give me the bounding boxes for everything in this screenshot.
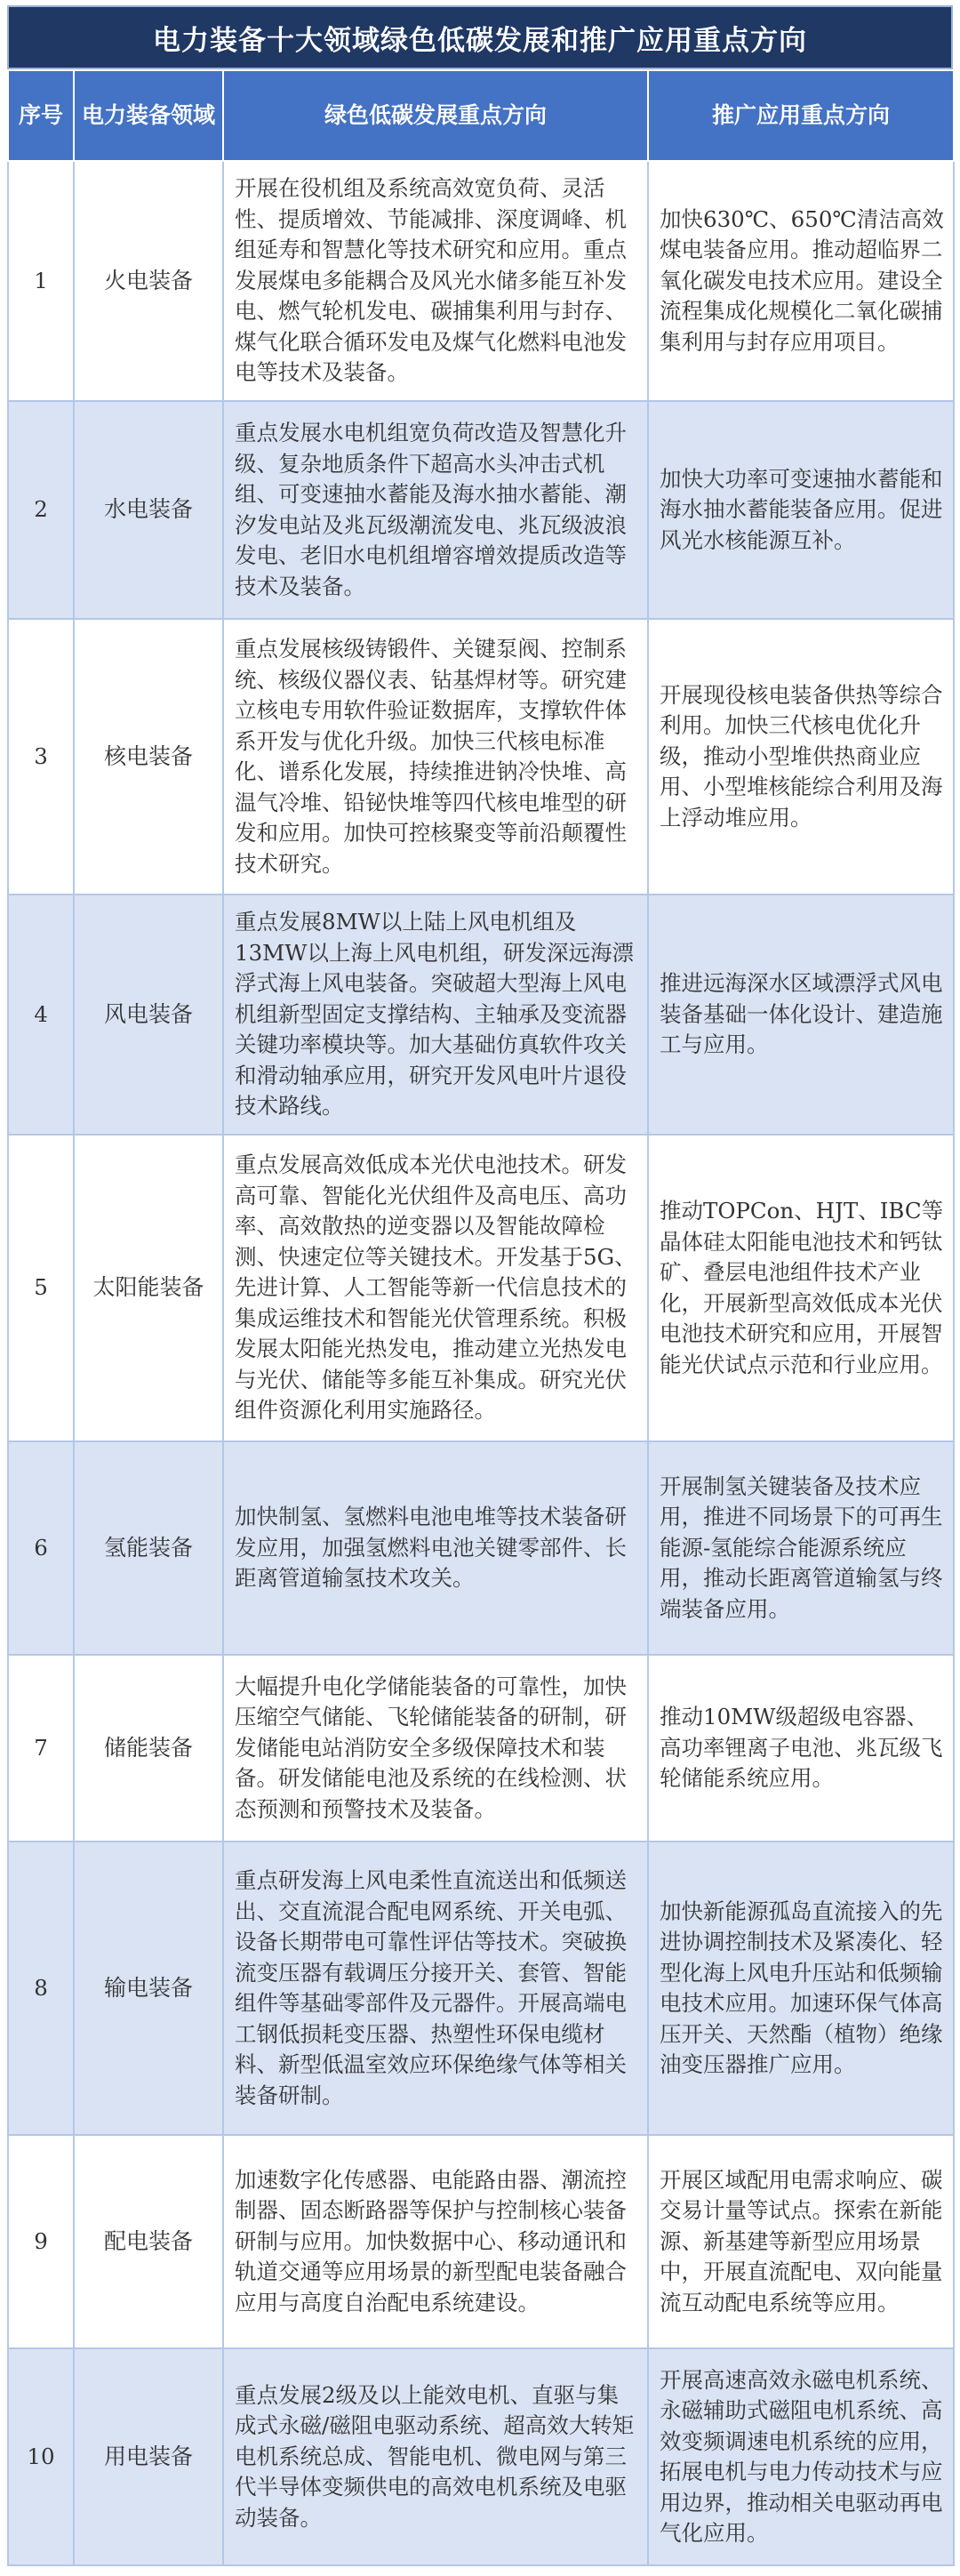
table-row [8,1842,954,2135]
row-green-direction: 重点研发海上风电柔性直流送出和低频送出、交直流混合配电网系统、开关电弧、设备长期带电可靠性评估等技术。突破换流变压器有载调压分接开关、套管、智能组件等基础零部件及元器件。开展高端电工钢低损耗变压器、热塑性环保电缆材料、新型低温室效应环保绝缘气体等相关装备研制。 [223,1842,648,2135]
table-row [8,401,954,619]
header-field: 电力装备领域 [74,70,223,161]
table-row [8,2135,954,2348]
row-promo-direction: 推动TOPCon、HJT、IBC等晶体硅太阳能电池技术和钙钛矿、叠层电池组件技术产业化，开展新型高效低成本光伏电池技术研究和应用，开展智能光伏试点示范和行业应用。 [648,1135,954,1441]
row-field: 储能装备 [74,1655,223,1842]
header-green: 绿色低碳发展重点方向 [223,70,648,161]
row-promo-direction: 开展制氢关键装备及技术应用，推进不同场景下的可再生能源-氢能综合能源系统应用，推动长距离管道输氢与终端装备应用。 [648,1441,954,1655]
table-row [8,619,954,895]
row-field: 配电装备 [74,2135,223,2348]
row-field: 输电装备 [74,1842,223,2135]
table-row [8,1655,954,1842]
table-row [8,161,954,401]
row-green-direction: 重点发展8MW以上陆上风电机组及13MW以上海上风电机组，研发深远海漂浮式海上风电装备。突破超大型海上风电机组新型固定支撑结构、主轴承及变流器关键功率模块等。加大基础仿真软件攻关和滑动轴承应用，研究开发风电叶片退役技术路线。 [223,895,648,1135]
row-field: 核电装备 [74,619,223,895]
row-seq: 3 [8,619,74,895]
row-field: 火电装备 [74,161,223,401]
row-promo-direction: 开展高速高效永磁电机系统、永磁辅助式磁阻电机系统、高效变频调速电机系统的应用，拓展电机与电力传动技术与应用边界，推动相关电驱动再电气化应用。 [648,2348,954,2565]
row-promo-direction: 加快新能源孤岛直流接入的先进协调控制技术及紧凑化、轻型化海上风电升压站和低频输电技术应用。加速环保气体高压开关、天然酯（植物）绝缘油变压器推广应用。 [648,1842,954,2135]
row-green-direction: 大幅提升电化学储能装备的可靠性，加快压缩空气储能、飞轮储能装备的研制，研发储能电站消防安全多级保障技术和装备。研发储能电池及系统的在线检测、状态预测和预警技术及装备。 [223,1655,648,1842]
row-seq: 6 [8,1441,74,1655]
row-seq: 10 [8,2348,74,2565]
row-promo-direction: 开展现役核电装备供热等综合利用。加快三代核电优化升级，推动小型堆供热商业应用、小型堆核能综合利用及海上浮动堆应用。 [648,619,954,895]
row-green-direction: 开展在役机组及系统高效宽负荷、灵活性、提质增效、节能减排、深度调峰、机组延寿和智慧化等技术研究和应用。重点发展煤电多能耦合及风光水储多能互补发电、燃气轮机发电、碳捕集利用与封存、煤气化联合循环发电及煤气化燃料电池发电等技术及装备。 [223,161,648,401]
row-promo-direction: 加快630℃、650℃清洁高效煤电装备应用。推动超临界二氧化碳发电技术应用。建设全流程集成化规模化二氧化碳捕集利用与封存应用项目。 [648,161,954,401]
table-row [8,1441,954,1655]
row-seq: 9 [8,2135,74,2348]
row-seq: 2 [8,401,74,619]
row-field: 水电装备 [74,401,223,619]
row-green-direction: 加速数字化传感器、电能路由器、潮流控制器、固态断路器等保护与控制核心装备研制与应用。加快数据中心、移动通讯和轨道交通等应用场景的新型配电装备融合应用与高度自治配电系统建设。 [223,2135,648,2348]
row-field: 氢能装备 [74,1441,223,1655]
row-promo-direction: 推动10MW级超级电容器、高功率锂离子电池、兆瓦级飞轮储能系统应用。 [648,1655,954,1842]
row-field: 风电装备 [74,895,223,1135]
row-seq: 4 [8,895,74,1135]
row-seq: 8 [8,1842,74,2135]
table-row [8,2348,954,2565]
row-field: 用电装备 [74,2348,223,2565]
table-row [8,895,954,1135]
row-green-direction: 重点发展核级铸锻件、关键泵阀、控制系统、核级仪器仪表、钻基焊材等。研究建立核电专用软件验证数据库，支撑软件体系开发与优化升级。加快三代核电标准化、谱系化发展，持续推进钠冷快堆、高温气冷堆、铅铋快堆等四代核电堆型的研发和应用。加快可控核聚变等前沿颠覆性技术研究。 [223,619,648,895]
row-green-direction: 加快制氢、氢燃料电池电堆等技术装备研发应用，加强氢燃料电池关键零部件、长距离管道输氢技术攻关。 [223,1441,648,1655]
row-promo-direction: 推进远海深水区域漂浮式风电装备基础一体化设计、建造施工与应用。 [648,895,954,1135]
header-promo: 推广应用重点方向 [648,70,954,161]
row-green-direction: 重点发展高效低成本光伏电池技术。研发高可靠、智能化光伏组件及高电压、高功率、高效散热的逆变器以及智能故障检测、快速定位等关键技术。开发基于5G、先进计算、人工智能等新一代信息技术的集成运维技术和智能光伏管理系统。积极发展太阳能光热发电，推动建立光热发电与光伏、储能等多能互补集成。研究光伏组件资源化利用实施路径。 [223,1135,648,1441]
equipment-table [7,69,955,2566]
table-row [8,1135,954,1441]
row-seq: 7 [8,1655,74,1842]
page-title: 电力装备十大领域绿色低碳发展和推广应用重点方向 [7,5,953,69]
row-green-direction: 重点发展2级及以上能效电机、直驱与集成式永磁/磁阻电驱动系统、超高效大转矩电机系统总成、智能电机、微电网与第三代半导体变频供电的高效电机系统及电驱动装备。 [223,2348,648,2565]
row-green-direction: 重点发展水电机组宽负荷改造及智慧化升级、复杂地质条件下超高水头冲击式机组、可变速抽水蓄能及海水抽水蓄能、潮汐发电站及兆瓦级潮流发电、兆瓦级波浪发电、老旧水电机组增容增效提质改造等技术及装备。 [223,401,648,619]
row-field: 太阳能装备 [74,1135,223,1441]
row-promo-direction: 加快大功率可变速抽水蓄能和海水抽水蓄能装备应用。促进风光水核能源互补。 [648,401,954,619]
header-seq: 序号 [8,70,74,161]
row-seq: 5 [8,1135,74,1441]
row-promo-direction: 开展区域配用电需求响应、碳交易计量等试点。探索在新能源、新基建等新型应用场景中，开展直流配电、双向能量流互动配电系统等应用。 [648,2135,954,2348]
table-header-row [8,70,954,161]
row-seq: 1 [8,161,74,401]
